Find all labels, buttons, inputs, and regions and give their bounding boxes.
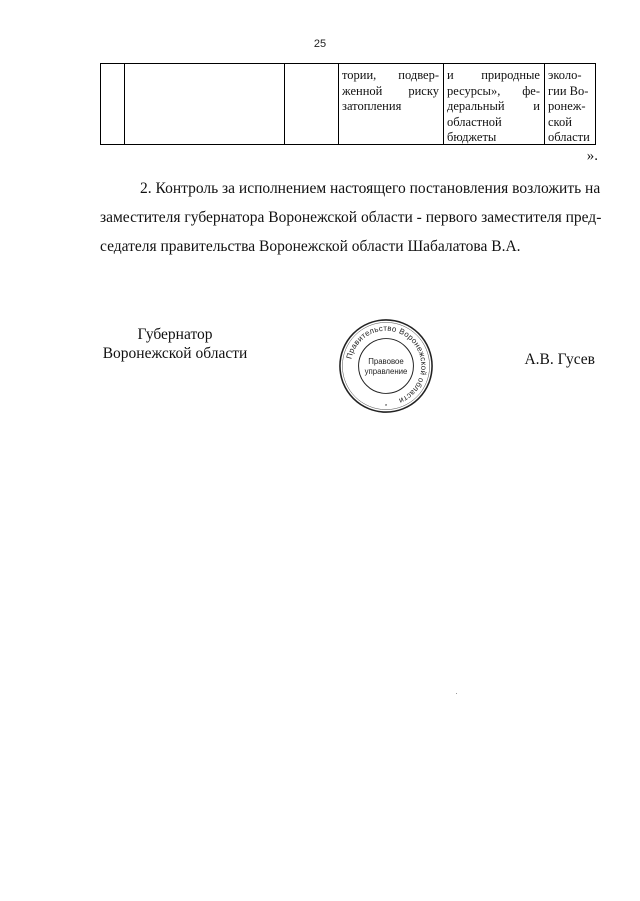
cell-line: и природные (447, 68, 540, 82)
paragraph-line: 2. Контроль за исполнением настоящего постановления возложить на (140, 180, 601, 197)
cell-line: бюджеты (447, 130, 497, 144)
table-border-right (595, 64, 596, 145)
cell-line: эколо- (548, 68, 582, 82)
cell-line: ресурсы», фе- (447, 83, 540, 98)
table-cell-funding (447, 68, 540, 146)
table-cell-territory (342, 68, 439, 115)
cell-line: ской (548, 114, 572, 129)
stamp-ring-text: Правительство Воронежской области (344, 323, 429, 406)
paragraph-line: седателя правительства Воронежской области Шабалатова В.А. (100, 238, 521, 255)
signatory-title-line: Губернатор (137, 326, 213, 343)
table-column-divider (124, 64, 125, 145)
cell-line: областной (447, 114, 502, 129)
scan-speck (456, 693, 457, 694)
cell-line: ронеж- (548, 99, 586, 113)
stamp-star: * (384, 404, 388, 411)
cell-line: женной риску (342, 83, 439, 98)
cell-line: деральный и (447, 99, 540, 113)
table-column-divider (443, 64, 444, 145)
signatory-title (100, 325, 250, 363)
stamp-center-line: управление (364, 366, 408, 376)
cell-line: затопления (342, 99, 402, 113)
paragraph-line: заместителя губернатора Воронежской области - первого заместителя пред- (100, 209, 602, 226)
stamp-center-line: Правовое (368, 357, 404, 367)
cell-line: области (548, 130, 590, 144)
table-column-divider (284, 64, 285, 145)
cell-line: гии Во- (548, 83, 589, 98)
table-column-divider (544, 64, 545, 145)
cell-line: тории, подвер- (342, 68, 439, 82)
table-border-left (100, 64, 101, 145)
table-column-divider (338, 64, 339, 145)
control-paragraph (100, 174, 602, 261)
signatory-title-line: Воронежской области (102, 345, 248, 362)
page-number: 25 (313, 38, 327, 50)
table-fragment (100, 63, 596, 145)
table-cell-responsible (548, 68, 592, 146)
signatory-name: А.В. Гусев (524, 351, 595, 368)
closing-quote: ». (586, 148, 598, 164)
official-stamp (337, 317, 435, 415)
